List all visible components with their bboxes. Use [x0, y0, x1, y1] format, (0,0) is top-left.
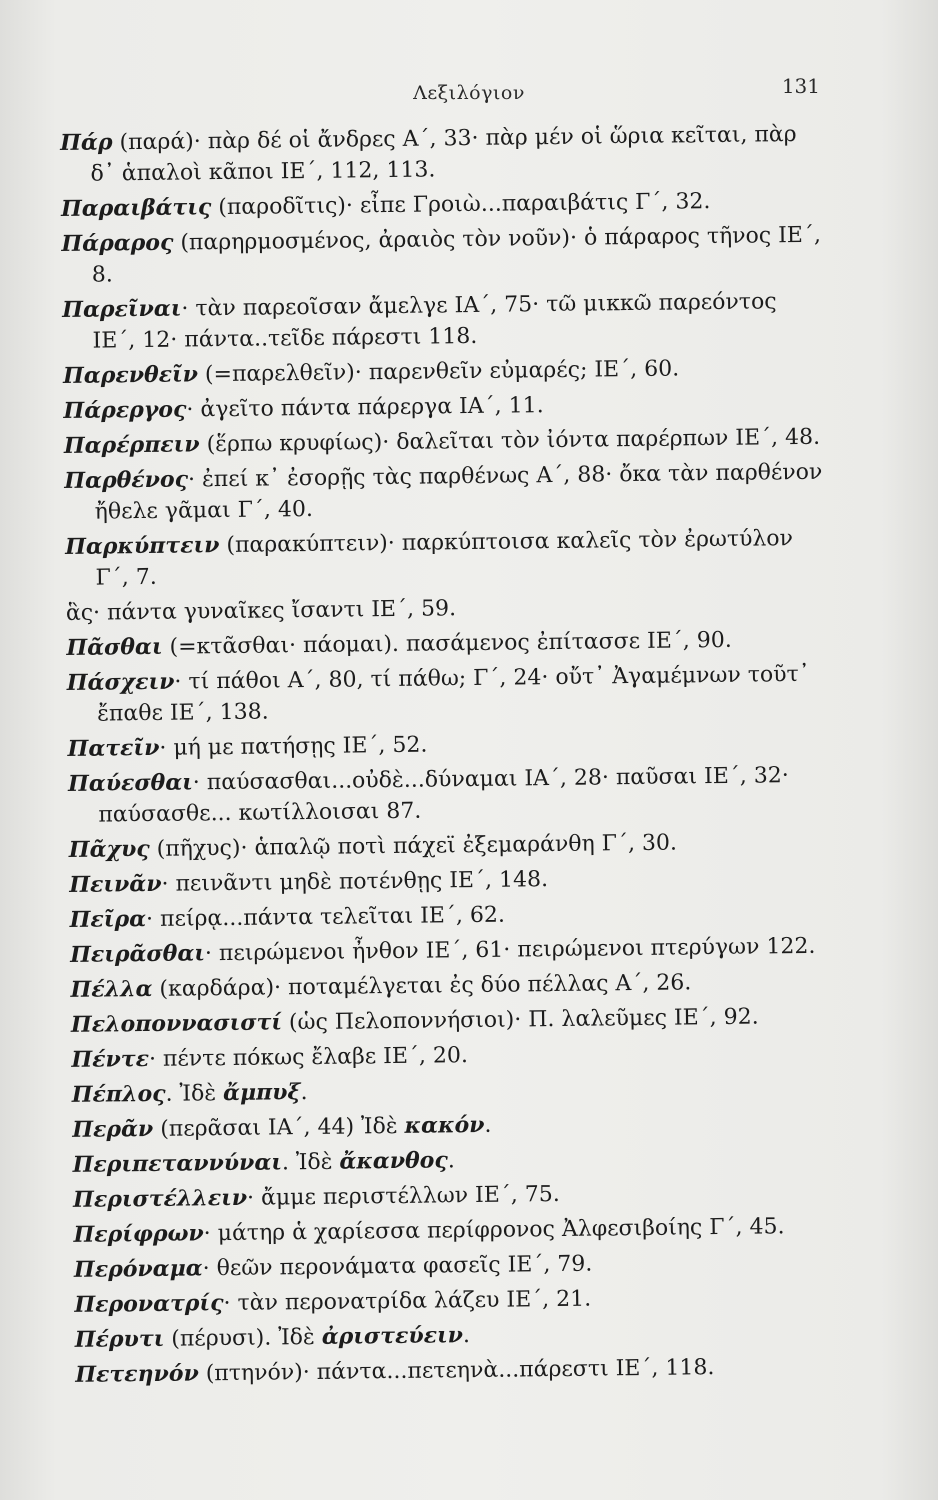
- entry-headword: Πελοποννασιστί: [70, 1009, 283, 1038]
- entry-tail: .: [462, 1323, 471, 1349]
- entry-text: (=παρελθεῖν)· παρενθεῖν εὐμαρές; ΙΕ΄, 60.: [197, 356, 680, 388]
- entry-text: · τὰν περονατρίδα λάζευ ΙΕ΄, 21.: [223, 1286, 592, 1317]
- glossary-entry: [71, 1001, 831, 1041]
- glossary-entry: [73, 1176, 833, 1216]
- entry-text: · πειρώμενοι ἦνθον ΙΕ΄, 61· πειρώμενοι πτερύγων 122.: [204, 933, 816, 967]
- glossary-entry: [69, 861, 829, 901]
- entry-headword: Πάρ: [60, 129, 113, 156]
- glossary-entry: [66, 589, 826, 629]
- glossary-entry: [66, 624, 826, 664]
- entry-headword: Πᾶσθαι: [66, 633, 163, 661]
- glossary-entry: [72, 1071, 832, 1111]
- entry-text: · ἄμμε περιστέλλων ΙΕ΄, 75.: [246, 1181, 560, 1211]
- glossary-entry: [71, 1036, 831, 1076]
- glossary-entry: [74, 1246, 834, 1286]
- entry-headword: Περιπεταννύναι: [72, 1149, 283, 1178]
- glossary-entry: [60, 119, 821, 190]
- entry-text: · μάτηρ ἁ χαρίεσσα περίφρονος Ἀλφεσιβοίης Γ΄, 45.: [203, 1214, 785, 1247]
- entry-text: (=κτᾶσθαι· πάομαι). πασάμενος ἐπίτασσε ΙΕ΄, 90.: [162, 627, 732, 660]
- entry-cross-reference: ἄμπυξ: [222, 1079, 301, 1107]
- entry-text: (καρδάρα)· ποταμέλγεται ἐς δύο πέλλας Α΄, 26.: [152, 970, 692, 1002]
- entry-text: (πτηνόν)· πάντα...πετεηνὰ...πάρεστι ΙΕ΄, 118.: [198, 1355, 715, 1387]
- entry-text: (παρακύπτειν)· παρκύπτοισα καλεῖς τὸν ἐρωτύλον Γ΄, 7.: [95, 526, 794, 591]
- entry-headword: Περόναμα: [73, 1255, 203, 1283]
- glossary-entry: [74, 1281, 834, 1321]
- entry-headword: Πάσχειν: [66, 668, 175, 696]
- entry-text: (παρά)· πὰρ δέ οἱ ἄνδρες Α΄, 33· πὰρ μέν οἱ ὥρια κεῖται, πὰρ δ᾽ ἁπαλοὶ κᾶποι ΙΕ΄, 112, 113.: [90, 122, 797, 187]
- entry-text: · πέντε πόκως ἔλαβε ΙΕ΄, 20.: [148, 1043, 469, 1072]
- glossary-entry: [65, 523, 826, 594]
- entry-headword: Περιστέλλειν: [72, 1184, 248, 1213]
- entry-headword: Πάραρος: [61, 229, 174, 257]
- entry-headword: Περίφρων: [73, 1220, 204, 1248]
- entry-headword: Παρέρπειν: [63, 431, 200, 459]
- glossary-entry: [75, 1316, 835, 1356]
- entry-headword: Περᾶν: [72, 1115, 154, 1143]
- entry-text: (παρηρμοσμένος, ἀραιὸς τὸν νοῦν)· ὁ πάραρος τῆνος ΙΕ΄, 8.: [91, 222, 822, 288]
- glossary-entries: [60, 119, 835, 1395]
- entry-tail: .: [300, 1080, 308, 1106]
- entry-headword: Παρεῖναι: [62, 295, 182, 323]
- entry-headword: Παρκύπτειν: [64, 532, 220, 560]
- entry-headword: Πεῖρα: [69, 906, 147, 933]
- entry-cross-reference: κακόν: [404, 1111, 485, 1139]
- glossary-entry: [63, 352, 823, 392]
- entry-headword: Παρθένος: [64, 466, 189, 494]
- entry-text: (περᾶσαι ΙΑ΄, 44) Ἰδὲ: [153, 1113, 405, 1142]
- entry-headword: Πεινᾶν: [69, 870, 162, 898]
- entry-text: . Ἰδὲ: [165, 1081, 224, 1107]
- entry-headword: Πάρεργος: [63, 396, 187, 424]
- entry-text: (πῆχυς)· ἁπαλῷ ποτὶ πάχεϊ ἐξεμαράνθη Γ΄, 30.: [149, 830, 678, 862]
- glossary-entry: [73, 1211, 833, 1251]
- glossary-entry: [67, 659, 828, 730]
- entry-headword: Περονατρίς: [74, 1290, 224, 1318]
- entry-text: · πείρᾳ...πάντα τελεῖται ΙΕ΄, 62.: [145, 902, 506, 933]
- entry-text: · τί πάθοι Α΄, 80, τί πάθω; Γ΄, 24· οὔτ᾽ Ἀγαμέμνων τοῦτ᾽ ἔπαθε ΙΕ΄, 138.: [97, 661, 810, 727]
- entry-tail: .: [484, 1112, 492, 1138]
- entry-text: · ἀγεῖτο πάντα πάρεργα ΙΑ΄, 11.: [186, 393, 544, 423]
- entry-headword: Πετεηνόν: [75, 1360, 199, 1388]
- entry-cross-reference: ἄκανθος: [339, 1147, 448, 1175]
- glossary-entry: [62, 286, 823, 357]
- entry-headword: Πᾶχυς: [68, 835, 150, 863]
- entry-text: (ὡς Πελοποννήσιοι)· Π. λαλεῦμες ΙΕ΄, 92.: [281, 1004, 759, 1036]
- entry-text: (ἕρπω κρυφίως)· δαλεῖται τὸν ἰόντα παρέρπων ΙΕ΄, 48.: [199, 424, 821, 458]
- glossary-entry: [61, 220, 822, 291]
- entry-headword: Πέντε: [71, 1045, 150, 1073]
- entry-text: · πεινᾶντι μηδὲ ποτένθῃς ΙΕ΄, 148.: [161, 867, 549, 897]
- entry-headword: Πέλλα: [70, 975, 153, 1003]
- glossary-entry: [63, 387, 823, 427]
- entry-text: · θεῶν περονάματα φασεῖς ΙΕ΄, 79.: [202, 1251, 593, 1282]
- running-head: Λεξιλόγιον: [413, 82, 525, 104]
- entry-headword: Πέρυτι: [74, 1325, 165, 1353]
- glossary-entry: [61, 185, 821, 225]
- glossary-entry: [72, 1141, 832, 1181]
- entry-text: · παύσασθαι...οὐδὲ...δύναμαι ΙΑ΄, 28· παῦσαι ΙΕ΄, 32· παύσασθε... κωτίλλοισαι 87.: [98, 763, 789, 828]
- entry-headword: Παρενθεῖν: [62, 361, 199, 389]
- entry-text: (παροδῖτις)· εἶπε Γροιὼ...παραιβάτις Γ΄, 32.: [211, 189, 711, 221]
- glossary-entry: [68, 760, 829, 831]
- entry-text: (πέρυσι). Ἰδὲ: [164, 1324, 322, 1352]
- glossary-entry: [72, 1106, 832, 1146]
- glossary-entry: [64, 422, 824, 462]
- entry-cross-reference: ἀριστεύειν: [321, 1322, 464, 1350]
- entry-text: ἃς· πάντα γυναῖκες ἴσαντι ΙΕ΄, 59.: [65, 596, 457, 626]
- entry-tail: .: [447, 1148, 455, 1174]
- glossary-entry: [67, 725, 827, 765]
- glossary-entry: [75, 1351, 835, 1391]
- glossary-entry: [64, 457, 825, 528]
- glossary-entry: [70, 931, 830, 971]
- entry-headword: Πέπλος: [71, 1080, 166, 1108]
- entry-text: · ἐπεί κ᾽ ἐσορῇς τὰς παρθένως Α΄, 88· ὄκα τὰν παρθένον ἤθελε γᾶμαι Γ΄, 40.: [94, 459, 823, 525]
- entry-text: . Ἰδὲ: [281, 1149, 340, 1176]
- entry-headword: Πατεῖν: [67, 734, 160, 762]
- entry-headword: Παραιβάτις: [60, 194, 212, 222]
- glossary-entry: [69, 826, 829, 866]
- entry-headword: Πειρᾶσθαι: [69, 940, 206, 968]
- entry-text: · μή με πατήσῃς ΙΕ΄, 52.: [159, 732, 428, 761]
- glossary-entry: [70, 966, 830, 1006]
- entry-headword: Παύεσθαι: [67, 769, 193, 797]
- glossary-entry: [69, 896, 829, 936]
- page-number: 131: [781, 74, 820, 98]
- entry-text: · τὰν παρεοῖσαν ἄμελγε ΙΑ΄, 75· τῶ μικκῶ παρεόντος ΙΕ΄, 12· πάντα..τεῖδε πάρεστι 118.: [92, 289, 777, 354]
